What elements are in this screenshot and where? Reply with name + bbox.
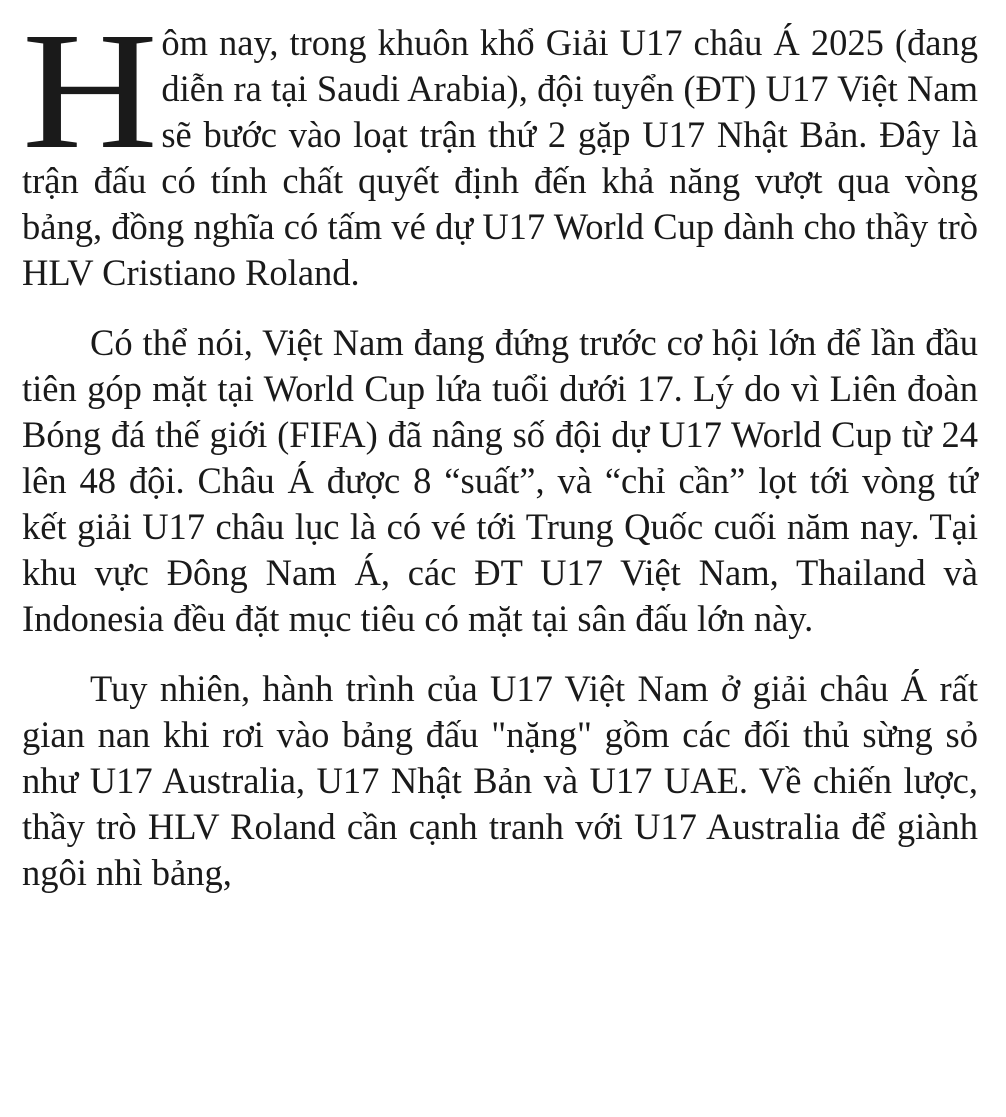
article-body bbox=[22, 0, 978, 920]
drop-cap: H bbox=[22, 0, 158, 184]
paragraph-1-text: ôm nay, trong khuôn khổ Giải U17 châu Á 2025 (đang diễn ra tại Saudi Arabia), đội tuyển (ĐT) U17 Việt Nam sẽ bước vào loạt trận thứ 2 gặp U17 Nhật Bản. Đây là trận đấu có tính chất quyết định đến khả năng vượt qua vòng bảng, đồng nghĩa có tấm vé dự U17 World Cup dành cho thầy trò HLV Cristiano Roland. bbox=[22, 22, 978, 293]
paragraph-3: Tuy nhiên, hành trình của U17 Việt Nam ở giải châu Á rất gian nan khi rơi vào bảng đấu "nặng" gồm các đối thủ sừng sỏ như U17 Australia, U17 Nhật Bản và U17 UAE. Về chiến lược, thầy trò HLV Roland cần cạnh tranh với U17 Australia để giành ngôi nhì bảng, bbox=[22, 668, 978, 893]
paragraph-2: Có thể nói, Việt Nam đang đứng trước cơ hội lớn để lần đầu tiên góp mặt tại World Cup lứa tuổi dưới 17. Lý do vì Liên đoàn Bóng đá thế giới (FIFA) đã nâng số đội dự U17 World Cup từ 24 lên 48 đội. Châu Á được 8 “suất”, và “chỉ cần” lọt tới vòng tứ kết giải U17 châu lục là có vé tới Trung Quốc cuối năm nay. Tại khu vực Đông Nam Á, các ĐT U17 Việt Nam, Thailand và Indonesia đều đặt mục tiêu có mặt tại sân đấu lớn này. bbox=[22, 322, 978, 639]
paragraph-1 bbox=[22, 0, 978, 296]
